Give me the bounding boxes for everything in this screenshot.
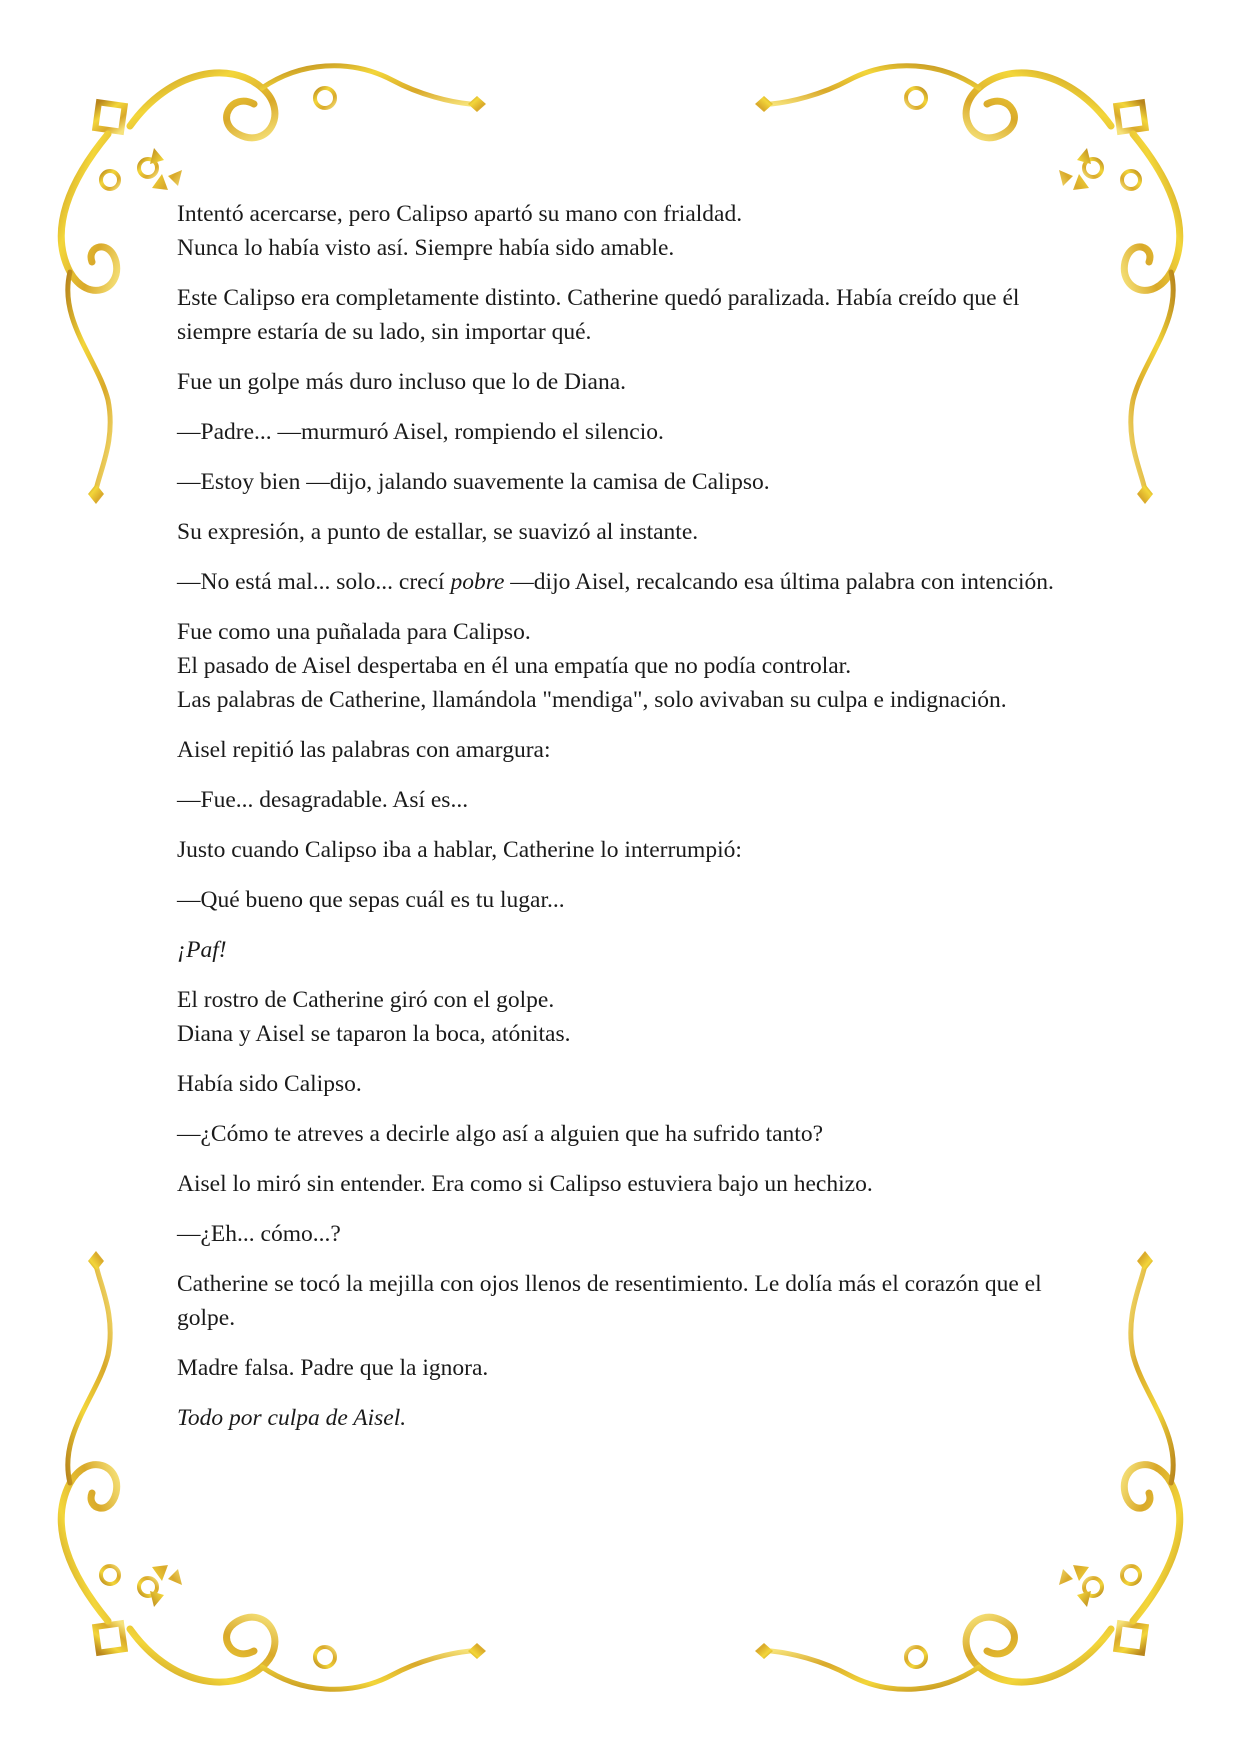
paragraph — [177, 933, 1057, 967]
text-line — [177, 515, 1057, 549]
paragraph — [177, 833, 1057, 867]
text-line — [177, 683, 1057, 717]
paragraph — [177, 1351, 1057, 1385]
text-line — [177, 1167, 1057, 1201]
text-line — [177, 565, 1057, 599]
text-run: —Estoy bien —dijo, jalando suavemente la camisa de Calipso. — [177, 469, 770, 495]
text-run: Nunca lo había visto así. Siempre había sido amable. — [177, 235, 675, 261]
italic-text: Todo por culpa de Aisel. — [177, 1405, 407, 1431]
text-line — [177, 649, 1057, 683]
text-run: Madre falsa. Padre que la ignora. — [177, 1355, 489, 1381]
text-line — [177, 1067, 1057, 1101]
text-line — [177, 1401, 1057, 1435]
text-run: Su expresión, a punto de estallar, se suavizó al instante. — [177, 519, 699, 545]
text-line — [177, 983, 1057, 1017]
text-run: —dijo Aisel, recalcando esa última palabra con intención. — [504, 569, 1054, 595]
text-line — [177, 615, 1057, 649]
paragraph — [177, 365, 1057, 399]
text-run: Había sido Calipso. — [177, 1071, 362, 1097]
text-run: Catherine se tocó la mejilla con ojos llenos de resentimiento. Le dolía más el corazón que el golpe. — [177, 1271, 1042, 1331]
paragraph — [177, 883, 1057, 917]
text-line — [177, 1217, 1057, 1251]
text-run: El rostro de Catherine giró con el golpe. — [177, 987, 555, 1013]
text-run: Intentó acercarse, pero Calipso apartó su mano con frialdad. — [177, 201, 743, 227]
paragraph — [177, 983, 1057, 1051]
text-line — [177, 1117, 1057, 1151]
text-run: —Padre... —murmuró Aisel, rompiendo el silencio. — [177, 419, 664, 445]
paragraph — [177, 515, 1057, 549]
paragraph — [177, 281, 1057, 349]
paragraph — [177, 197, 1057, 265]
text-line — [177, 733, 1057, 767]
paragraph — [177, 565, 1057, 599]
paragraph — [177, 465, 1057, 499]
paragraph — [177, 1217, 1057, 1251]
text-run: —Fue... desagradable. Así es... — [177, 787, 469, 813]
paragraph — [177, 1401, 1057, 1435]
paragraph — [177, 1167, 1057, 1201]
text-line — [177, 1017, 1057, 1051]
italic-text: pobre — [450, 569, 505, 595]
paragraph — [177, 1067, 1057, 1101]
text-run: Este Calipso era completamente distinto. Catherine quedó paralizada. Había creído que él siempre estaría de su lado, sin importar qué. — [177, 285, 1020, 345]
text-run: Justo cuando Calipso iba a hablar, Catherine lo interrumpió: — [177, 837, 742, 863]
text-run: —¿Eh... cómo...? — [177, 1221, 341, 1247]
text-line — [177, 783, 1057, 817]
text-run: —Qué bueno que sepas cuál es tu lugar... — [177, 887, 565, 913]
text-line — [177, 1267, 1057, 1335]
text-line — [177, 1351, 1057, 1385]
text-line — [177, 883, 1057, 917]
text-run: El pasado de Aisel despertaba en él una empatía que no podía controlar. — [177, 653, 852, 679]
text-line — [177, 415, 1057, 449]
paragraph — [177, 1267, 1057, 1335]
paragraph — [177, 783, 1057, 817]
text-run: Aisel repitió las palabras con amargura: — [177, 737, 551, 763]
story-text — [177, 197, 1057, 1451]
text-line — [177, 365, 1057, 399]
text-line — [177, 933, 1057, 967]
paragraph — [177, 415, 1057, 449]
text-run: Aisel lo miró sin entender. Era como si Calipso estuviera bajo un hechizo. — [177, 1171, 873, 1197]
text-run: Fue como una puñalada para Calipso. — [177, 619, 531, 645]
text-line — [177, 231, 1057, 265]
paragraph — [177, 1117, 1057, 1151]
text-run: Las palabras de Catherine, llamándola "mendiga", solo avivaban su culpa e indignación. — [177, 687, 1007, 713]
text-line — [177, 197, 1057, 231]
text-run: Fue un golpe más duro incluso que lo de Diana. — [177, 369, 627, 395]
text-line — [177, 281, 1057, 349]
text-line — [177, 465, 1057, 499]
paragraph — [177, 733, 1057, 767]
text-run: —No está mal... solo... crecí — [177, 569, 451, 595]
text-run: —¿Cómo te atreves a decirle algo así a alguien que ha sufrido tanto? — [177, 1121, 824, 1147]
text-run: Diana y Aisel se taparon la boca, atónitas. — [177, 1021, 571, 1047]
italic-text: ¡Paf! — [177, 937, 227, 963]
paragraph — [177, 615, 1057, 717]
text-line — [177, 833, 1057, 867]
